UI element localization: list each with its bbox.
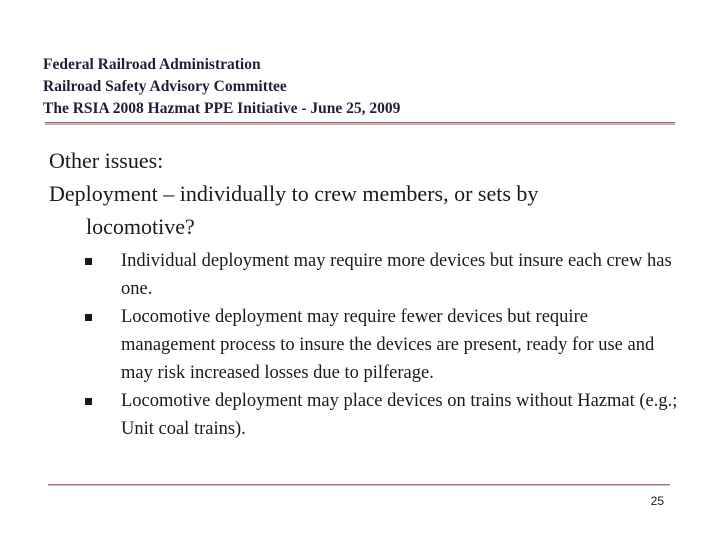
list-item (49, 247, 679, 303)
bullet-list (49, 247, 679, 443)
square-bullet-icon (85, 258, 92, 265)
header-initiative: The RSIA 2008 Hazmat PPE Initiative - June 25, 2009 (43, 100, 401, 117)
header-committee: Railroad Safety Advisory Committee (43, 78, 287, 95)
list-item-text: Locomotive deployment may place devices on trains without Hazmat (e.g.; Unit coal trains). (121, 391, 678, 439)
square-bullet-icon (85, 314, 92, 321)
slide-body (49, 144, 679, 443)
list-item-text: Individual deployment may require more devices but insure each crew has one. (121, 251, 672, 299)
list-item-text: Locomotive deployment may require fewer devices but require management process to insure the devices are present, ready for use and may risk increased losses due to pilferage. (121, 307, 655, 383)
issue-text-line1: Deployment – individually to crew members, or sets by (49, 181, 539, 206)
footer-divider-shadow (48, 485, 670, 486)
page-number: 25 (650, 494, 664, 508)
header-organization: Federal Railroad Administration (43, 56, 261, 73)
header-divider-shadow (45, 123, 675, 125)
issue-text-line2: locomotive? (86, 214, 195, 239)
list-item (49, 387, 679, 443)
list-item (49, 303, 679, 387)
section-heading: Other issues: (49, 148, 164, 173)
square-bullet-icon (85, 398, 92, 405)
slide-header (43, 54, 683, 120)
